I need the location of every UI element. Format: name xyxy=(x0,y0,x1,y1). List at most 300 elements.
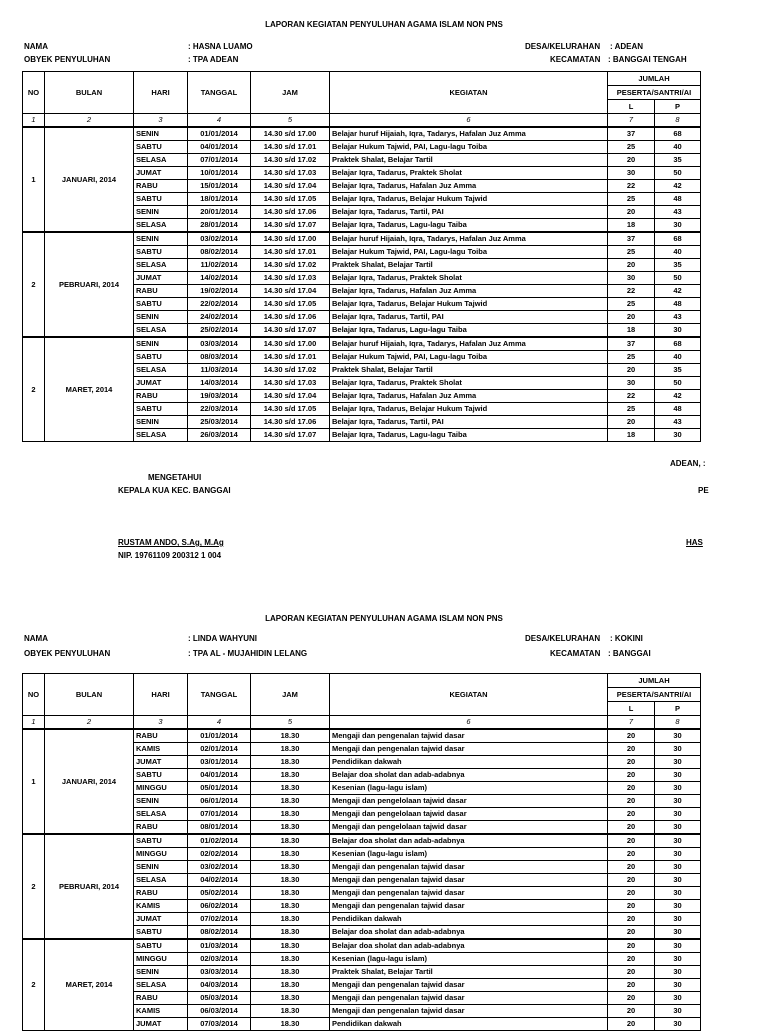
cell-kegiatan: Belajar Iqra, Tadarus, Belajar Hukum Tajwid xyxy=(330,298,608,311)
cell-p: 30 xyxy=(655,1005,701,1018)
cell-l: 20 xyxy=(608,416,655,429)
cell-tanggal: 26/03/2014 xyxy=(188,429,251,442)
column-number: 5 xyxy=(251,716,330,730)
cell-hari: JUMAT xyxy=(134,756,188,769)
cell-jam: 18.30 xyxy=(251,729,330,743)
cell-l: 37 xyxy=(608,337,655,351)
cell-l: 20 xyxy=(608,966,655,979)
cell-hari: JUMAT xyxy=(134,1018,188,1031)
cell-l: 22 xyxy=(608,180,655,193)
cell-kegiatan: Belajar huruf Hijaiah, Iqra, Tadarys, Hafalan Juz Amma xyxy=(330,232,608,246)
month-name: PEBRUARI, 2014 xyxy=(45,834,134,939)
column-number: 1 xyxy=(23,114,45,128)
column-number: 6 xyxy=(330,114,608,128)
cell-jam: 18.30 xyxy=(251,743,330,756)
header-l: L xyxy=(608,702,655,716)
cell-p: 30 xyxy=(655,913,701,926)
cell-hari: JUMAT xyxy=(134,377,188,390)
cell-tanggal: 07/01/2014 xyxy=(188,808,251,821)
cell-tanggal: 01/02/2014 xyxy=(188,834,251,848)
cell-p: 30 xyxy=(655,782,701,795)
signature-right-name: HAS xyxy=(686,538,703,547)
cell-p: 68 xyxy=(655,232,701,246)
cell-tanggal: 04/03/2014 xyxy=(188,979,251,992)
cell-jam: 14.30 s/d 17.06 xyxy=(251,206,330,219)
cell-hari: SENIN xyxy=(134,795,188,808)
cell-hari: SENIN xyxy=(134,337,188,351)
cell-p: 30 xyxy=(655,979,701,992)
cell-kegiatan: Mengaji dan pengenalan tajwid dasar xyxy=(330,743,608,756)
column-number: 1 xyxy=(23,716,45,730)
cell-p: 35 xyxy=(655,364,701,377)
cell-hari: MINGGU xyxy=(134,953,188,966)
cell-jam: 18.30 xyxy=(251,966,330,979)
cell-jam: 14.30 s/d 17.05 xyxy=(251,193,330,206)
cell-jam: 18.30 xyxy=(251,756,330,769)
cell-tanggal: 05/01/2014 xyxy=(188,782,251,795)
cell-kegiatan: Mengaji dan pengelolaan tajwid dasar xyxy=(330,821,608,835)
cell-l: 20 xyxy=(608,364,655,377)
cell-l: 25 xyxy=(608,351,655,364)
cell-jam: 14.30 s/d 17.01 xyxy=(251,141,330,154)
cell-jam: 18.30 xyxy=(251,900,330,913)
cell-hari: KAMIS xyxy=(134,1005,188,1018)
header-peserta: PESERTA/SANTRI/AI xyxy=(608,688,701,702)
cell-kegiatan: Belajar huruf Hijaiah, Iqra, Tadarys, Hafalan Juz Amma xyxy=(330,127,608,141)
cell-jam: 18.30 xyxy=(251,769,330,782)
cell-kegiatan: Belajar huruf Hijaiah, Iqra, Tadarys, Hafalan Juz Amma xyxy=(330,337,608,351)
cell-hari: SENIN xyxy=(134,232,188,246)
cell-jam: 18.30 xyxy=(251,821,330,835)
report-title: LAPORAN KEGIATAN PENYULUHAN AGAMA ISLAM NON PNS xyxy=(265,614,503,623)
cell-jam: 18.30 xyxy=(251,913,330,926)
cell-hari: RABU xyxy=(134,821,188,835)
cell-p: 42 xyxy=(655,285,701,298)
cell-p: 30 xyxy=(655,848,701,861)
month-name: MARET, 2014 xyxy=(45,939,134,1031)
cell-jam: 18.30 xyxy=(251,953,330,966)
cell-l: 30 xyxy=(608,272,655,285)
cell-kegiatan: Praktek Shalat, Belajar Tartil xyxy=(330,364,608,377)
cell-l: 18 xyxy=(608,429,655,442)
cell-kegiatan: Belajar Hukum Tajwid, PAI, Lagu-lagu Toiba xyxy=(330,351,608,364)
cell-l: 20 xyxy=(608,756,655,769)
cell-jam: 18.30 xyxy=(251,834,330,848)
cell-l: 20 xyxy=(608,821,655,835)
signature-kepala: KEPALA KUA KEC. BANGGAI xyxy=(118,486,231,495)
kecamatan-value: : BANGGAI xyxy=(608,649,651,658)
cell-tanggal: 08/02/2014 xyxy=(188,926,251,940)
cell-jam: 14.30 s/d 17.04 xyxy=(251,390,330,403)
cell-jam: 14.30 s/d 17.07 xyxy=(251,219,330,233)
cell-kegiatan: Belajar Iqra, Tadarus, Lagu-lagu Taiba xyxy=(330,219,608,233)
cell-l: 22 xyxy=(608,390,655,403)
cell-hari: RABU xyxy=(134,729,188,743)
month-number: 1 xyxy=(23,729,45,834)
cell-hari: MINGGU xyxy=(134,782,188,795)
month-number: 2 xyxy=(23,939,45,1031)
cell-hari: SENIN xyxy=(134,861,188,874)
header-jumlah: JUMLAH xyxy=(608,72,701,86)
header-l: L xyxy=(608,100,655,114)
cell-hari: RABU xyxy=(134,180,188,193)
cell-hari: SELASA xyxy=(134,219,188,233)
cell-jam: 18.30 xyxy=(251,861,330,874)
cell-l: 20 xyxy=(608,795,655,808)
cell-kegiatan: Belajar Iqra, Tadarus, Praktek Sholat xyxy=(330,167,608,180)
cell-jam: 18.30 xyxy=(251,887,330,900)
signature-official-name: RUSTAM ANDO, S.Ag, M.Ag xyxy=(118,538,224,547)
header-no: NO xyxy=(23,72,45,114)
cell-l: 25 xyxy=(608,141,655,154)
cell-p: 35 xyxy=(655,154,701,167)
cell-tanggal: 04/01/2014 xyxy=(188,141,251,154)
cell-l: 20 xyxy=(608,729,655,743)
column-number: 3 xyxy=(134,716,188,730)
cell-hari: SABTU xyxy=(134,403,188,416)
month-number: 2 xyxy=(23,834,45,939)
cell-l: 20 xyxy=(608,743,655,756)
header-bulan: BULAN xyxy=(45,674,134,716)
cell-hari: KAMIS xyxy=(134,743,188,756)
month-name: JANUARI, 2014 xyxy=(45,729,134,834)
cell-jam: 14.30 s/d 17.00 xyxy=(251,337,330,351)
cell-tanggal: 07/02/2014 xyxy=(188,913,251,926)
cell-tanggal: 02/02/2014 xyxy=(188,848,251,861)
cell-p: 42 xyxy=(655,180,701,193)
cell-kegiatan: Belajar Iqra, Tadarus, Lagu-lagu Taiba xyxy=(330,324,608,338)
cell-p: 30 xyxy=(655,900,701,913)
cell-p: 30 xyxy=(655,743,701,756)
cell-tanggal: 14/02/2014 xyxy=(188,272,251,285)
column-number: 4 xyxy=(188,114,251,128)
obyek-label: OBYEK PENYULUHAN xyxy=(24,649,111,658)
cell-kegiatan: Mengaji dan pengenalan tajwid dasar xyxy=(330,887,608,900)
cell-kegiatan: Mengaji dan pengenalan tajwid dasar xyxy=(330,992,608,1005)
signature-mengetahui: MENGETAHUI xyxy=(148,473,202,482)
cell-jam: 14.30 s/d 17.03 xyxy=(251,377,330,390)
nama-label: NAMA xyxy=(24,42,48,51)
cell-jam: 18.30 xyxy=(251,926,330,940)
column-number: 4 xyxy=(188,716,251,730)
month-name: JANUARI, 2014 xyxy=(45,127,134,232)
header-tanggal: TANGGAL xyxy=(188,72,251,114)
cell-p: 30 xyxy=(655,953,701,966)
table-row xyxy=(23,729,701,743)
cell-tanggal: 01/03/2014 xyxy=(188,939,251,953)
cell-tanggal: 04/02/2014 xyxy=(188,874,251,887)
cell-p: 43 xyxy=(655,311,701,324)
header-peserta: PESERTA/SANTRI/AI xyxy=(608,86,701,100)
column-number: 2 xyxy=(45,716,134,730)
cell-l: 37 xyxy=(608,232,655,246)
cell-p: 42 xyxy=(655,390,701,403)
cell-tanggal: 08/01/2014 xyxy=(188,821,251,835)
nama-value: : HASNA LUAMO xyxy=(188,42,253,51)
cell-jam: 18.30 xyxy=(251,848,330,861)
cell-p: 30 xyxy=(655,861,701,874)
cell-hari: SABTU xyxy=(134,926,188,940)
header-no: NO xyxy=(23,674,45,716)
cell-tanggal: 11/02/2014 xyxy=(188,259,251,272)
cell-jam: 18.30 xyxy=(251,782,330,795)
header-hari: HARI xyxy=(134,72,188,114)
cell-hari: SENIN xyxy=(134,311,188,324)
cell-jam: 14.30 s/d 17.01 xyxy=(251,246,330,259)
cell-l: 20 xyxy=(608,913,655,926)
cell-p: 30 xyxy=(655,887,701,900)
cell-hari: SABTU xyxy=(134,351,188,364)
cell-jam: 18.30 xyxy=(251,939,330,953)
cell-hari: SENIN xyxy=(134,127,188,141)
cell-hari: SELASA xyxy=(134,808,188,821)
cell-jam: 14.30 s/d 17.04 xyxy=(251,285,330,298)
cell-kegiatan: Praktek Shalat, Belajar Tartil xyxy=(330,154,608,167)
cell-p: 30 xyxy=(655,939,701,953)
cell-kegiatan: Belajar Iqra, Tadarus, Belajar Hukum Tajwid xyxy=(330,403,608,416)
column-number: 8 xyxy=(655,114,701,128)
cell-tanggal: 19/02/2014 xyxy=(188,285,251,298)
cell-l: 20 xyxy=(608,900,655,913)
desa-label: DESA/KELURAHAN xyxy=(525,42,601,51)
cell-hari: SELASA xyxy=(134,259,188,272)
cell-kegiatan: Mengaji dan pengelolaan tajwid dasar xyxy=(330,808,608,821)
activity-table xyxy=(22,71,701,442)
cell-jam: 14.30 s/d 17.03 xyxy=(251,272,330,285)
cell-kegiatan: Belajar Iqra, Tadarus, Tartil, PAI xyxy=(330,416,608,429)
cell-tanggal: 20/01/2014 xyxy=(188,206,251,219)
column-number: 5 xyxy=(251,114,330,128)
cell-tanggal: 10/01/2014 xyxy=(188,167,251,180)
column-number: 3 xyxy=(134,114,188,128)
table-row xyxy=(23,337,701,351)
header-p: P xyxy=(655,100,701,114)
cell-p: 30 xyxy=(655,795,701,808)
cell-jam: 14.30 s/d 17.02 xyxy=(251,364,330,377)
cell-kegiatan: Kesenian (lagu-lagu islam) xyxy=(330,953,608,966)
cell-hari: SENIN xyxy=(134,206,188,219)
report-title: LAPORAN KEGIATAN PENYULUHAN AGAMA ISLAM NON PNS xyxy=(265,20,503,29)
desa-label: DESA/KELURAHAN xyxy=(525,634,601,643)
column-number: 7 xyxy=(608,114,655,128)
cell-hari: SELASA xyxy=(134,154,188,167)
cell-hari: SABTU xyxy=(134,939,188,953)
cell-tanggal: 15/01/2014 xyxy=(188,180,251,193)
cell-jam: 14.30 s/d 17.00 xyxy=(251,127,330,141)
cell-hari: JUMAT xyxy=(134,167,188,180)
cell-l: 18 xyxy=(608,324,655,338)
cell-tanggal: 18/01/2014 xyxy=(188,193,251,206)
column-number: 7 xyxy=(608,716,655,730)
cell-p: 48 xyxy=(655,403,701,416)
cell-l: 25 xyxy=(608,298,655,311)
cell-p: 48 xyxy=(655,193,701,206)
cell-kegiatan: Belajar Hukum Tajwid, PAI, Lagu-lagu Toiba xyxy=(330,141,608,154)
cell-jam: 14.30 s/d 17.00 xyxy=(251,232,330,246)
cell-jam: 14.30 s/d 17.05 xyxy=(251,403,330,416)
cell-tanggal: 08/02/2014 xyxy=(188,246,251,259)
cell-kegiatan: Belajar doa sholat dan adab-adabnya xyxy=(330,939,608,953)
cell-kegiatan: Belajar Iqra, Tadarus, Praktek Sholat xyxy=(330,377,608,390)
cell-p: 40 xyxy=(655,246,701,259)
cell-tanggal: 05/03/2014 xyxy=(188,992,251,1005)
cell-tanggal: 03/03/2014 xyxy=(188,966,251,979)
cell-l: 37 xyxy=(608,127,655,141)
cell-l: 25 xyxy=(608,403,655,416)
cell-hari: SABTU xyxy=(134,298,188,311)
cell-l: 20 xyxy=(608,861,655,874)
cell-kegiatan: Praktek Shalat, Belajar Tartil xyxy=(330,966,608,979)
cell-kegiatan: Belajar Iqra, Tadarus, Hafalan Juz Amma xyxy=(330,285,608,298)
cell-jam: 14.30 s/d 17.04 xyxy=(251,180,330,193)
cell-tanggal: 06/02/2014 xyxy=(188,900,251,913)
cell-p: 50 xyxy=(655,167,701,180)
desa-value: : KOKINI xyxy=(610,634,643,643)
cell-tanggal: 24/02/2014 xyxy=(188,311,251,324)
cell-p: 30 xyxy=(655,926,701,940)
cell-kegiatan: Mengaji dan pengenalan tajwid dasar xyxy=(330,979,608,992)
cell-hari: JUMAT xyxy=(134,272,188,285)
header-jam: JAM xyxy=(251,72,330,114)
cell-p: 30 xyxy=(655,834,701,848)
cell-p: 30 xyxy=(655,769,701,782)
cell-p: 30 xyxy=(655,821,701,835)
cell-hari: SENIN xyxy=(134,416,188,429)
cell-jam: 18.30 xyxy=(251,874,330,887)
nama-value: : LINDA WAHYUNI xyxy=(188,634,258,643)
cell-p: 30 xyxy=(655,992,701,1005)
month-name: MARET, 2014 xyxy=(45,337,134,442)
cell-hari: SABTU xyxy=(134,193,188,206)
header-bulan: BULAN xyxy=(45,72,134,114)
cell-hari: RABU xyxy=(134,992,188,1005)
cell-p: 68 xyxy=(655,127,701,141)
cell-jam: 14.30 s/d 17.05 xyxy=(251,298,330,311)
cell-kegiatan: Belajar Hukum Tajwid, PAI, Lagu-lagu Toiba xyxy=(330,246,608,259)
cell-hari: SELASA xyxy=(134,874,188,887)
cell-l: 20 xyxy=(608,887,655,900)
kecamatan-label: KECAMATAN xyxy=(550,649,601,658)
cell-tanggal: 01/01/2014 xyxy=(188,127,251,141)
obyek-label: OBYEK PENYULUHAN xyxy=(24,55,111,64)
cell-l: 20 xyxy=(608,808,655,821)
column-number: 6 xyxy=(330,716,608,730)
cell-l: 30 xyxy=(608,377,655,390)
cell-p: 40 xyxy=(655,141,701,154)
header-hari: HARI xyxy=(134,674,188,716)
cell-tanggal: 22/02/2014 xyxy=(188,298,251,311)
cell-hari: SELASA xyxy=(134,429,188,442)
cell-hari: SABTU xyxy=(134,246,188,259)
cell-kegiatan: Belajar Iqra, Tadarus, Hafalan Juz Amma xyxy=(330,180,608,193)
cell-jam: 18.30 xyxy=(251,992,330,1005)
cell-jam: 18.30 xyxy=(251,979,330,992)
cell-tanggal: 07/01/2014 xyxy=(188,154,251,167)
cell-tanggal: 22/03/2014 xyxy=(188,403,251,416)
header-tanggal: TANGGAL xyxy=(188,674,251,716)
cell-jam: 14.30 s/d 17.01 xyxy=(251,351,330,364)
cell-tanggal: 08/03/2014 xyxy=(188,351,251,364)
cell-tanggal: 07/03/2014 xyxy=(188,1018,251,1031)
cell-tanggal: 05/02/2014 xyxy=(188,887,251,900)
month-number: 1 xyxy=(23,127,45,232)
cell-jam: 14.30 s/d 17.07 xyxy=(251,324,330,338)
cell-l: 20 xyxy=(608,848,655,861)
cell-tanggal: 02/03/2014 xyxy=(188,953,251,966)
obyek-value: : TPA ADEAN xyxy=(188,55,239,64)
cell-p: 35 xyxy=(655,259,701,272)
cell-l: 20 xyxy=(608,769,655,782)
obyek-value: : TPA AL - MUJAHIDIN LELANG xyxy=(188,649,308,658)
cell-kegiatan: Pendidikan dakwah xyxy=(330,756,608,769)
kecamatan-label: KECAMATAN xyxy=(550,55,601,64)
cell-l: 20 xyxy=(608,154,655,167)
activity-table xyxy=(22,673,701,1031)
cell-p: 30 xyxy=(655,808,701,821)
cell-l: 22 xyxy=(608,285,655,298)
cell-hari: SABTU xyxy=(134,834,188,848)
cell-tanggal: 28/01/2014 xyxy=(188,219,251,233)
month-number: 2 xyxy=(23,337,45,442)
header-jam: JAM xyxy=(251,674,330,716)
cell-p: 68 xyxy=(655,337,701,351)
cell-p: 43 xyxy=(655,416,701,429)
cell-kegiatan: Mengaji dan pengenalan tajwid dasar xyxy=(330,874,608,887)
cell-kegiatan: Pendidikan dakwah xyxy=(330,1018,608,1031)
cell-kegiatan: Praktek Shalat, Belajar Tartil xyxy=(330,259,608,272)
cell-kegiatan: Mengaji dan pengenalan tajwid dasar xyxy=(330,861,608,874)
cell-jam: 14.30 s/d 17.03 xyxy=(251,167,330,180)
cell-kegiatan: Belajar doa sholat dan adab-adabnya xyxy=(330,834,608,848)
cell-hari: RABU xyxy=(134,887,188,900)
column-number-row xyxy=(23,716,701,730)
cell-p: 48 xyxy=(655,298,701,311)
cell-hari: JUMAT xyxy=(134,913,188,926)
signature-nip: NIP. 19761109 200312 1 004 xyxy=(118,551,222,560)
cell-tanggal: 06/03/2014 xyxy=(188,1005,251,1018)
cell-l: 20 xyxy=(608,206,655,219)
cell-p: 40 xyxy=(655,351,701,364)
header-jumlah: JUMLAH xyxy=(608,674,701,688)
cell-p: 50 xyxy=(655,377,701,390)
cell-jam: 14.30 s/d 17.06 xyxy=(251,311,330,324)
desa-value: : ADEAN xyxy=(610,42,644,51)
cell-kegiatan: Kesenian (lagu-lagu islam) xyxy=(330,848,608,861)
table-row xyxy=(23,232,701,246)
cell-p: 50 xyxy=(655,272,701,285)
header-row xyxy=(23,72,701,86)
cell-tanggal: 25/02/2014 xyxy=(188,324,251,338)
cell-l: 20 xyxy=(608,259,655,272)
cell-kegiatan: Mengaji dan pengenalan tajwid dasar xyxy=(330,1005,608,1018)
cell-jam: 14.30 s/d 17.06 xyxy=(251,416,330,429)
cell-hari: MINGGU xyxy=(134,848,188,861)
cell-l: 20 xyxy=(608,874,655,887)
cell-hari: SELASA xyxy=(134,979,188,992)
signature-right-title: PE xyxy=(698,486,709,495)
cell-tanggal: 04/01/2014 xyxy=(188,769,251,782)
cell-jam: 14.30 s/d 17.07 xyxy=(251,429,330,442)
cell-jam: 14.30 s/d 17.02 xyxy=(251,154,330,167)
cell-kegiatan: Belajar Iqra, Tadarus, Tartil, PAI xyxy=(330,206,608,219)
cell-jam: 18.30 xyxy=(251,795,330,808)
header-kegiatan: KEGIATAN xyxy=(330,72,608,114)
cell-jam: 14.30 s/d 17.02 xyxy=(251,259,330,272)
cell-hari: SELASA xyxy=(134,324,188,338)
cell-hari: SABTU xyxy=(134,141,188,154)
cell-l: 25 xyxy=(608,246,655,259)
cell-tanggal: 03/01/2014 xyxy=(188,756,251,769)
